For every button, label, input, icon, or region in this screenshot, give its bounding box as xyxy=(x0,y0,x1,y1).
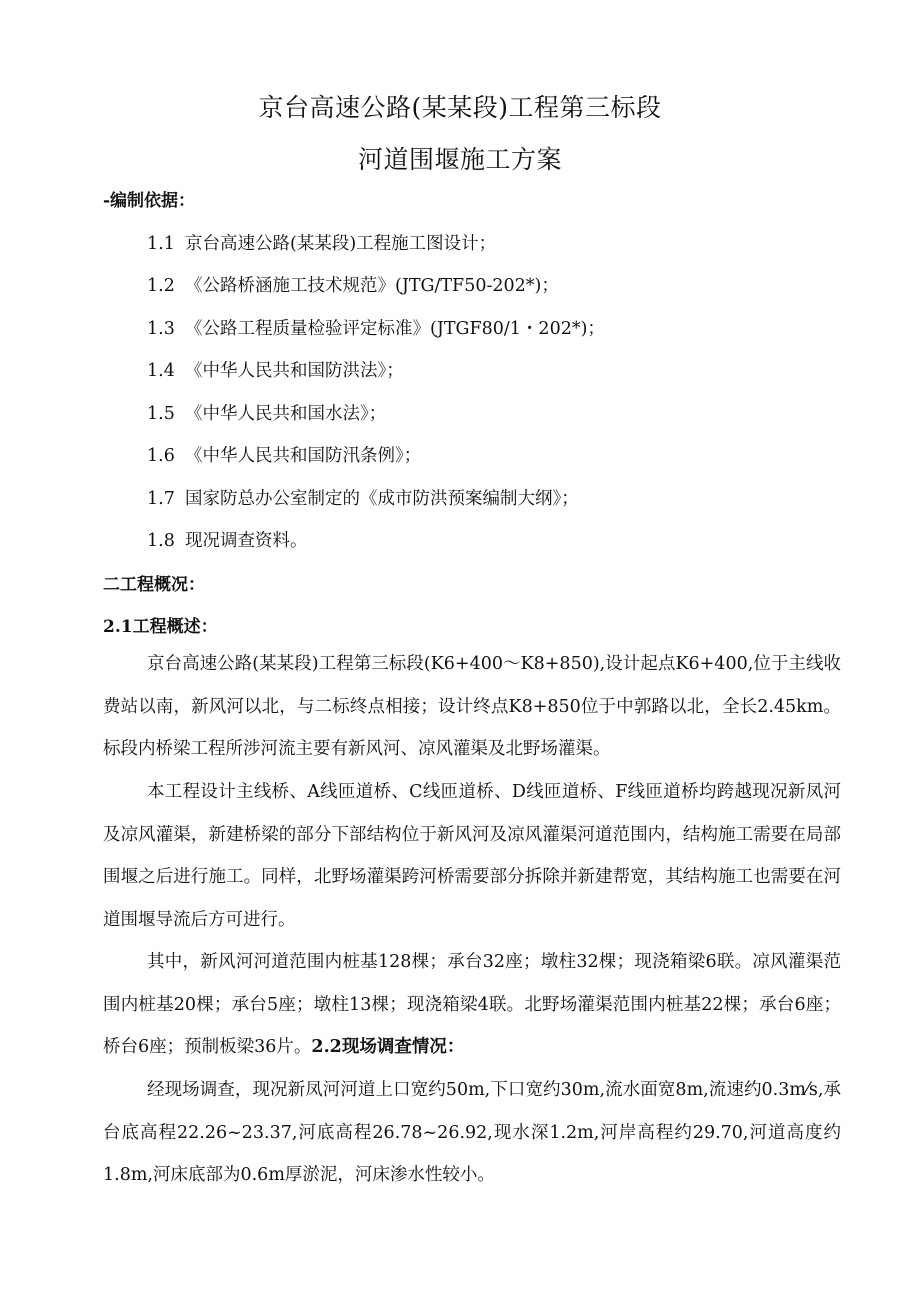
basis-item-number: 1.6 xyxy=(147,446,175,466)
basis-item-text: 《公路桥涵施工技术规范》(JTG/TF50-202*)； xyxy=(185,276,559,296)
basis-item xyxy=(147,485,579,510)
document-subtitle: 河道围堰施工方案 xyxy=(357,145,562,174)
basis-item-number: 1.3 xyxy=(147,319,175,339)
section-heading-basis: -编制依据： xyxy=(103,191,196,211)
basis-item xyxy=(147,527,308,552)
basis-item xyxy=(147,357,404,382)
basis-item-text: 《中华人民共和国防汛条例》； xyxy=(185,446,422,466)
basis-item-number: 1.2 xyxy=(147,276,175,296)
basis-item-text: 《中华人民共和国水法》； xyxy=(185,404,387,424)
basis-item xyxy=(147,230,496,255)
paragraph-bridge-design: 本工程设计主线桥、A线匝道桥、C线匝道桥、D线匝道桥、F线匝道桥均跨越现况新凤河及凉风灌渠，新建桥梁的部分下部结构位于新风河及凉风灌渠河道范围内，结构施工需要在局部围堰之后进行施工。同样，北野场灌渠跨河桥需要部分拆除并新建帮宽，其结构施工也需要在河道围堰导流后方可进行。 xyxy=(103,782,841,931)
paragraph-project-summary: 京台高速公路(某某段)工程第三标段(K6+400～K8+850),设计起点K6+400,位于主线收费站以南，新风河以北，与二标终点相接；设计终点K8+850位于中郭路以北，全长2.45km。标段内桥梁工程所涉河流主要有新风河、凉风灌渠及北野场灌渠。 xyxy=(103,654,841,760)
basis-item-text: 《中华人民共和国防洪法》； xyxy=(185,361,404,381)
quantities-text: 其中，新风河河道范围内桩基128棵；承台32座；墩柱32棵；现浇箱梁6联。凉风灌渠范围内桩基20棵；承台5座；墩柱13棵；现浇箱梁4联。北野场灌渠范围内桩基22棵；承台6座；桥台6座；预制板梁36片。 xyxy=(103,952,841,1058)
basis-item-text: 现况调查资料。 xyxy=(185,531,308,551)
document-title: 京台高速公路(某某段)工程第三标段 xyxy=(258,93,662,122)
subsection-heading-summary: 2.1工程概述： xyxy=(103,617,218,637)
basis-item-text: 国家防总办公室制定的《成市防洪预案编制大纲》； xyxy=(185,489,579,509)
basis-item xyxy=(147,315,605,340)
basis-item-text: 京台高速公路(某某段)工程施工图设计； xyxy=(185,234,497,254)
basis-item-number: 1.5 xyxy=(147,404,175,424)
subsection-heading-site-survey: 2.2现场调查情况： xyxy=(311,1037,465,1058)
paragraph-quantities xyxy=(103,941,841,1069)
basis-item xyxy=(147,400,386,425)
basis-item-number: 1.7 xyxy=(147,489,175,509)
basis-item-number: 1.8 xyxy=(147,531,175,551)
basis-item xyxy=(147,272,559,297)
basis-item-text: 《公路工程质量检验评定标准》(JTGF80/1・202*)； xyxy=(185,319,605,339)
section-heading-overview: 二工程概况： xyxy=(103,575,205,595)
basis-item xyxy=(147,442,421,467)
paragraph-site-survey: 经现场调查，现况新凤河河道上口宽约50m,下口宽约30m,流水面宽8m,流速约0.3m⁄s,承台底高程22.26~23.37,河底高程26.78~26.92,现水深1.2m,河岸高程约29.70,河道高度约1.8m,河床底部为0.6m厚淤泥，河床渗水性较小。 xyxy=(103,1080,841,1186)
basis-item-number: 1.1 xyxy=(147,234,175,254)
basis-item-number: 1.4 xyxy=(147,361,175,381)
